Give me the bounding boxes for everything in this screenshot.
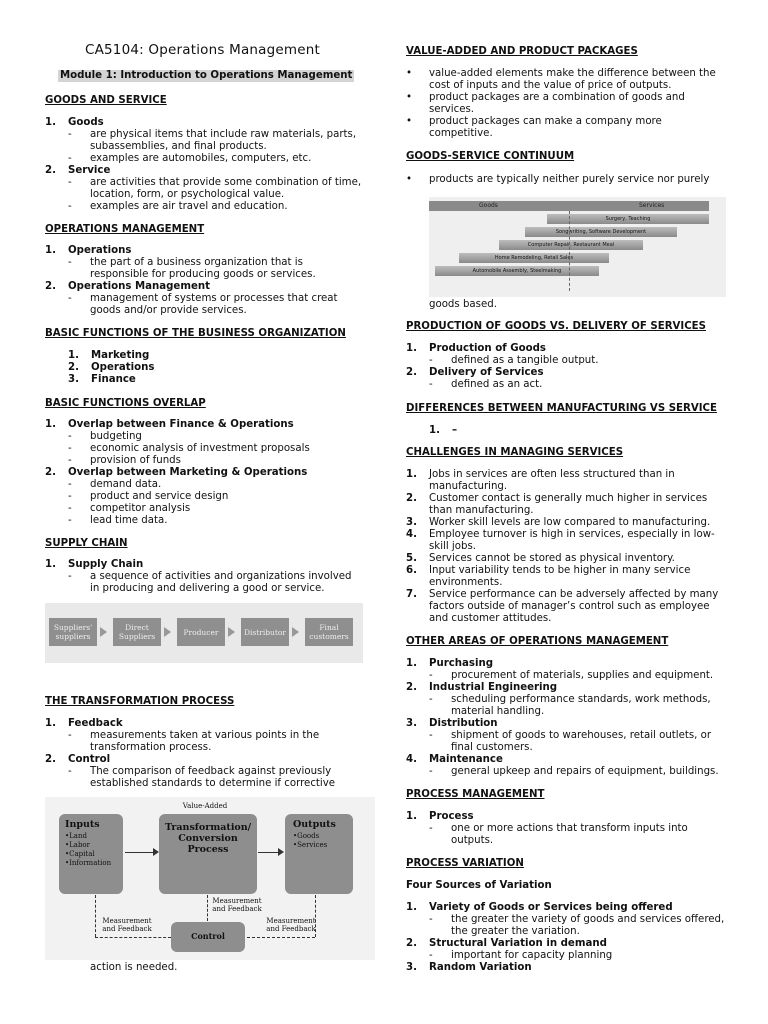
inputs-box: Inputs •Land •Labor •Capital •Information	[59, 814, 123, 894]
module-title: Module 1: Introduction to Operations Management	[60, 70, 353, 81]
outputs-box: Outputs •Goods •Services	[285, 814, 353, 894]
supply-chain-diagram	[45, 603, 363, 663]
list-item: • value-added elements make the difference between the cost of inputs and the value of price of outputs.	[406, 68, 716, 91]
list-item: 2. Overlap between Marketing & Operations	[45, 467, 308, 478]
transformation-box: Transformation/ Conversion Process	[159, 814, 257, 894]
chain-step: Distributor	[241, 618, 289, 646]
list-subitem: - competitor analysis	[68, 503, 191, 514]
chain-step: Producer	[177, 618, 225, 646]
basic-functions-list	[68, 350, 358, 386]
list-item: 2. Customer contact is generally much higher in services than manufacturing.	[406, 493, 708, 516]
list-subitem: - general upkeep and repairs of equipment, buildings.	[429, 766, 719, 777]
heading-challenges: CHALLENGES IN MANAGING SERVICES	[406, 447, 624, 458]
process-management-list	[406, 811, 726, 847]
list-item: 1. Supply Chain	[45, 559, 144, 570]
measurement-label: Measurement and Feedback	[212, 897, 262, 913]
document-title: CA5104: Operations Management	[84, 42, 321, 58]
list-item: 1. Production of Goods	[406, 343, 546, 354]
continuum-header: Goods Services	[429, 201, 709, 211]
continuum-bar: Home Remodeling, Retail Sales	[459, 253, 609, 263]
other-areas-list	[406, 658, 726, 778]
list-item: 1. Feedback	[45, 718, 123, 729]
list-item: • product packages are a combination of goods and services.	[406, 92, 685, 115]
list-item: 2. Service	[45, 165, 111, 176]
list-item: 3. Distribution	[406, 718, 498, 729]
arrow-right-icon	[292, 627, 299, 637]
arrow-right-icon	[100, 627, 107, 637]
list-subitem: - provision of funds	[68, 455, 181, 466]
list-item: 2. Operations	[68, 362, 155, 373]
list-subitem: - The comparison of feedback against previously established standards to determine if corrective	[68, 766, 336, 789]
list-item: • product packages can make a company more competitive.	[406, 116, 662, 139]
list-item: 1. Goods	[45, 117, 104, 128]
chain-step: Final customers	[305, 618, 353, 646]
overlap-list	[45, 419, 363, 527]
list-item: 3. Finance	[68, 374, 136, 385]
continuum-bar: Computer Repair, Restaurant Meal	[499, 240, 643, 250]
heading-goods-service: GOODS AND SERVICE	[45, 95, 167, 106]
list-subitem: - product and service design	[68, 491, 229, 502]
list-item: 1. Purchasing	[406, 658, 494, 669]
list-item: 1. Variety of Goods or Services being offered	[406, 902, 673, 913]
goods-service-continuum-diagram	[429, 197, 726, 297]
list-subitem: - important for capacity planning	[429, 950, 613, 961]
heading-production-delivery: PRODUCTION OF GOODS VS. DELIVERY OF SERVICES	[406, 321, 706, 332]
list-item: 1. Jobs in services are often less structured than in manufacturing.	[406, 469, 675, 492]
list-subitem: - defined as a tangible output.	[429, 355, 599, 366]
list-item: • products are typically neither purely service nor purely	[406, 174, 710, 185]
list-subitem: - a sequence of activities and organizations involved in producing and delivering a good or service.	[68, 571, 352, 594]
list-subitem: - demand data.	[68, 479, 162, 490]
list-item: 4. Maintenance	[406, 754, 503, 765]
list-subitem: - measurements taken at various points in the transformation process.	[68, 730, 320, 753]
list-subitem: - the part of a business organization that is responsible for producing goods or services.	[68, 257, 316, 280]
list-item: 1. –	[429, 425, 458, 436]
list-item: 2. Structural Variation in demand	[406, 938, 607, 949]
challenges-list	[406, 469, 726, 625]
list-item: 3. Worker skill levels are low compared to manufacturing.	[406, 517, 711, 528]
continuum-tail: goods based.	[429, 299, 497, 310]
heading-functions-overlap: BASIC FUNCTIONS OVERLAP	[45, 398, 206, 409]
list-subitem: - are activities that provide some combination of time, location, form, or psychological value.	[68, 177, 362, 200]
heading-value-added: VALUE-ADDED AND PRODUCT PACKAGES	[406, 46, 638, 57]
value-added-list	[406, 68, 726, 140]
list-item: 2. Operations Management	[45, 281, 210, 292]
list-subitem: - scheduling performance standards, work methods, material handling.	[429, 694, 711, 717]
list-subitem: - budgeting	[68, 431, 142, 442]
arrow-right-icon	[164, 627, 171, 637]
list-subitem: - procurement of materials, supplies and equipment.	[429, 670, 714, 681]
process-variation-list	[406, 902, 726, 974]
list-subitem: - lead time data.	[68, 515, 168, 526]
continuum-bar: Surgery, Teaching	[547, 214, 709, 224]
transformation-diagram	[45, 797, 375, 960]
list-item: 2. Delivery of Services	[406, 367, 544, 378]
list-item: 1. Operations	[45, 245, 132, 256]
measurement-label: Measurement and Feedback	[102, 917, 152, 933]
list-item: 1. Process	[406, 811, 474, 822]
goods-service-list	[45, 117, 363, 213]
continuum-bar: Songwriting, Software Development	[525, 227, 677, 237]
heading-supply-chain: SUPPLY CHAIN	[45, 538, 128, 549]
list-subitem: - one or more actions that transform inputs into outputs.	[429, 823, 688, 846]
heading-basic-functions: BASIC FUNCTIONS OF THE BUSINESS ORGANIZATION	[45, 328, 346, 339]
list-item: 1. Marketing	[68, 350, 150, 361]
list-item: 6. Input variability tends to be higher in many service environments.	[406, 565, 691, 588]
arrow-right-icon	[228, 627, 235, 637]
list-subitem: - the greater the variety of goods and services offered, the greater the variation.	[429, 914, 725, 937]
arrow-right-icon	[278, 848, 284, 856]
list-item: 4. Employee turnover is high in services, especially in low-skill jobs.	[406, 529, 715, 552]
transformation-list	[45, 718, 363, 790]
list-item: 2. Control	[45, 754, 111, 765]
control-box: Control	[171, 922, 245, 952]
list-subitem: - examples are air travel and education.	[68, 201, 288, 212]
list-subitem: - management of systems or processes that creat goods and/or provide services.	[68, 293, 338, 316]
operations-management-list	[45, 245, 363, 317]
production-list	[406, 343, 726, 391]
variation-subheading: Four Sources of Variation	[406, 880, 552, 891]
heading-other-areas: OTHER AREAS OF OPERATIONS MANAGEMENT	[406, 636, 669, 647]
heading-continuum: GOODS-SERVICE CONTINUUM	[406, 151, 575, 162]
chain-step: Suppliers' suppliers	[49, 618, 97, 646]
list-subitem: - shipment of goods to warehouses, retail outlets, or final customers.	[429, 730, 712, 753]
heading-operations-management: OPERATIONS MANAGEMENT	[45, 224, 205, 235]
list-item: 5. Services cannot be stored as physical inventory.	[406, 553, 675, 564]
chain-step: Direct Suppliers	[113, 618, 161, 646]
continuum-bar: Automobile Assembly, Steelmaking	[435, 266, 599, 276]
heading-process-management: PROCESS MANAGEMENT	[406, 789, 545, 800]
list-subitem: - defined as an act.	[429, 379, 543, 390]
list-subitem: - are physical items that include raw materials, parts, subassemblies, and final products.	[68, 129, 357, 152]
measurement-label: Measurement and Feedback	[266, 917, 316, 933]
continuum-bullet	[406, 174, 726, 186]
list-item: 7. Service performance can be adversely affected by many factors outside of manager’s control such as employee and customer attitudes.	[406, 589, 719, 624]
list-item: 3. Random Variation	[406, 962, 532, 973]
heading-process-variation: PROCESS VARIATION	[406, 858, 524, 869]
list-subitem: - examples are automobiles, computers, etc.	[68, 153, 312, 164]
supply-chain-list	[45, 559, 363, 595]
list-subitem: - economic analysis of investment proposals	[68, 443, 310, 454]
list-item: 2. Industrial Engineering	[406, 682, 558, 693]
list-item: 1. Overlap between Finance & Operations	[45, 419, 294, 430]
differences-list	[429, 425, 719, 437]
value-added-label: Value-Added	[182, 802, 228, 810]
transformation-tail: action is needed.	[90, 962, 178, 973]
heading-differences: DIFFERENCES BETWEEN MANUFACTURING VS SERVICE	[406, 403, 717, 414]
heading-transformation-process: THE TRANSFORMATION PROCESS	[45, 696, 235, 707]
